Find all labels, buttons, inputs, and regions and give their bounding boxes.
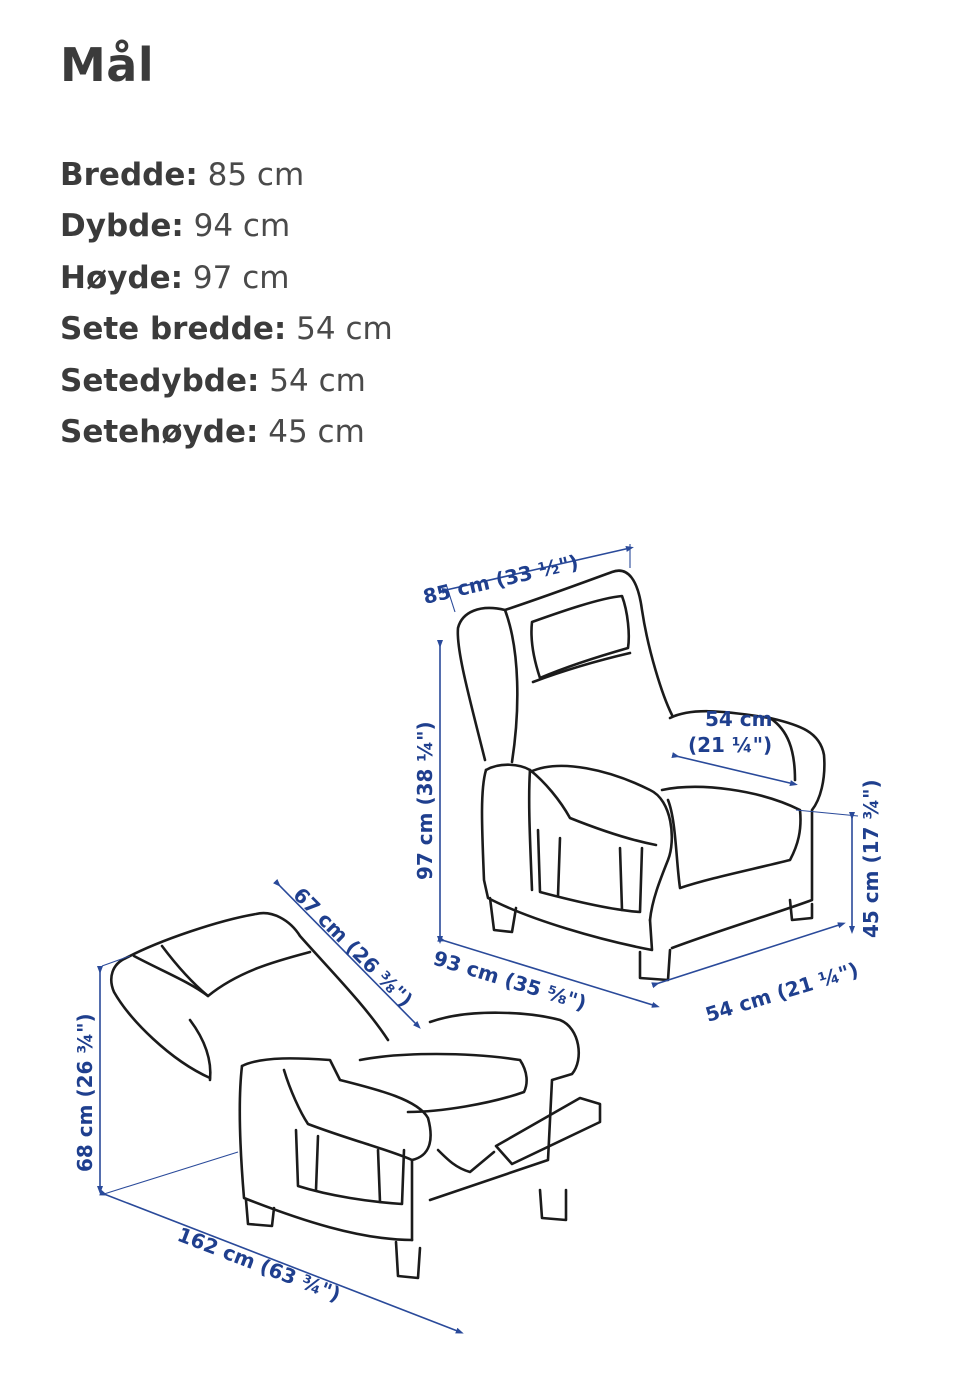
dim-back-label: 67 cm (26 ⅜") [288,882,418,1012]
leg [490,898,516,932]
dim-seatwidth-line [676,756,794,784]
leg [396,1242,420,1278]
back-fold [190,1020,210,1080]
near-arm [242,1058,431,1240]
dim-seatheight-label: 45 cm (17 ¾") [859,779,883,938]
spec-value: 85 cm [207,157,305,193]
dim-reclined-height-label: 68 cm (26 ¾") [73,1013,97,1172]
spec-value: 45 cm [268,413,365,450]
dim-seatdepth-label: 54 cm (21 ¼") [702,957,862,1027]
reclined-headrest [134,952,310,996]
chair-dimension-diagram [0,500,960,1399]
side-pocket [296,1130,404,1204]
backrest-outline [458,571,672,760]
side-pocket [538,830,642,912]
spec-seat-depth [60,356,393,407]
reclined-seat [360,1054,527,1112]
left-arm-inner [486,765,532,890]
spec-height [60,253,393,304]
spec-value: 54 cm [296,311,393,348]
spec-label: Setedybde: [60,362,260,399]
spec-value: 97 cm [192,259,290,296]
upright-armchair [458,571,825,980]
dim-seatwidth-cm: 54 cm [705,707,773,731]
spec-label: Høyde: [60,259,184,296]
spec-width [60,150,393,201]
dim-seatwidth-in: (21 ¼") [688,733,773,757]
spec-depth [60,201,393,252]
spec-label: Setehøyde: [60,413,259,450]
spec-label: Dybde: [60,208,184,245]
wing-left [505,610,517,762]
leg [640,950,670,980]
leg [540,1190,566,1220]
footrest-mechanism [438,1150,494,1172]
arm-seam [284,1070,412,1160]
dim-depth-label: 93 cm (35 ⅝") [430,945,590,1016]
spec-label: Bredde: [60,157,198,193]
dim-height-label: 97 cm (38 ¼") [413,721,437,880]
dimension-list [60,150,393,458]
left-arm-front [482,770,652,950]
spec-value: 94 cm [193,208,291,245]
spec-label: Sete bredde: [60,311,287,348]
far-arm [430,1013,579,1200]
seat-cushion [662,787,801,888]
dim-width-label: 85 cm (33 ½") [420,549,581,609]
spec-value: 54 cm [269,362,366,399]
headrest-seam [533,653,630,682]
arm-top-seam [530,770,656,845]
spec-seat-width [60,304,393,355]
right-arm-seam [770,718,795,780]
page-title: Mål [60,38,155,92]
dimension-drawing [0,500,960,1399]
spec-seat-height [60,407,393,458]
headrest-seam [162,946,208,996]
dim-length-label: 162 cm (63 ¾") [174,1222,344,1307]
